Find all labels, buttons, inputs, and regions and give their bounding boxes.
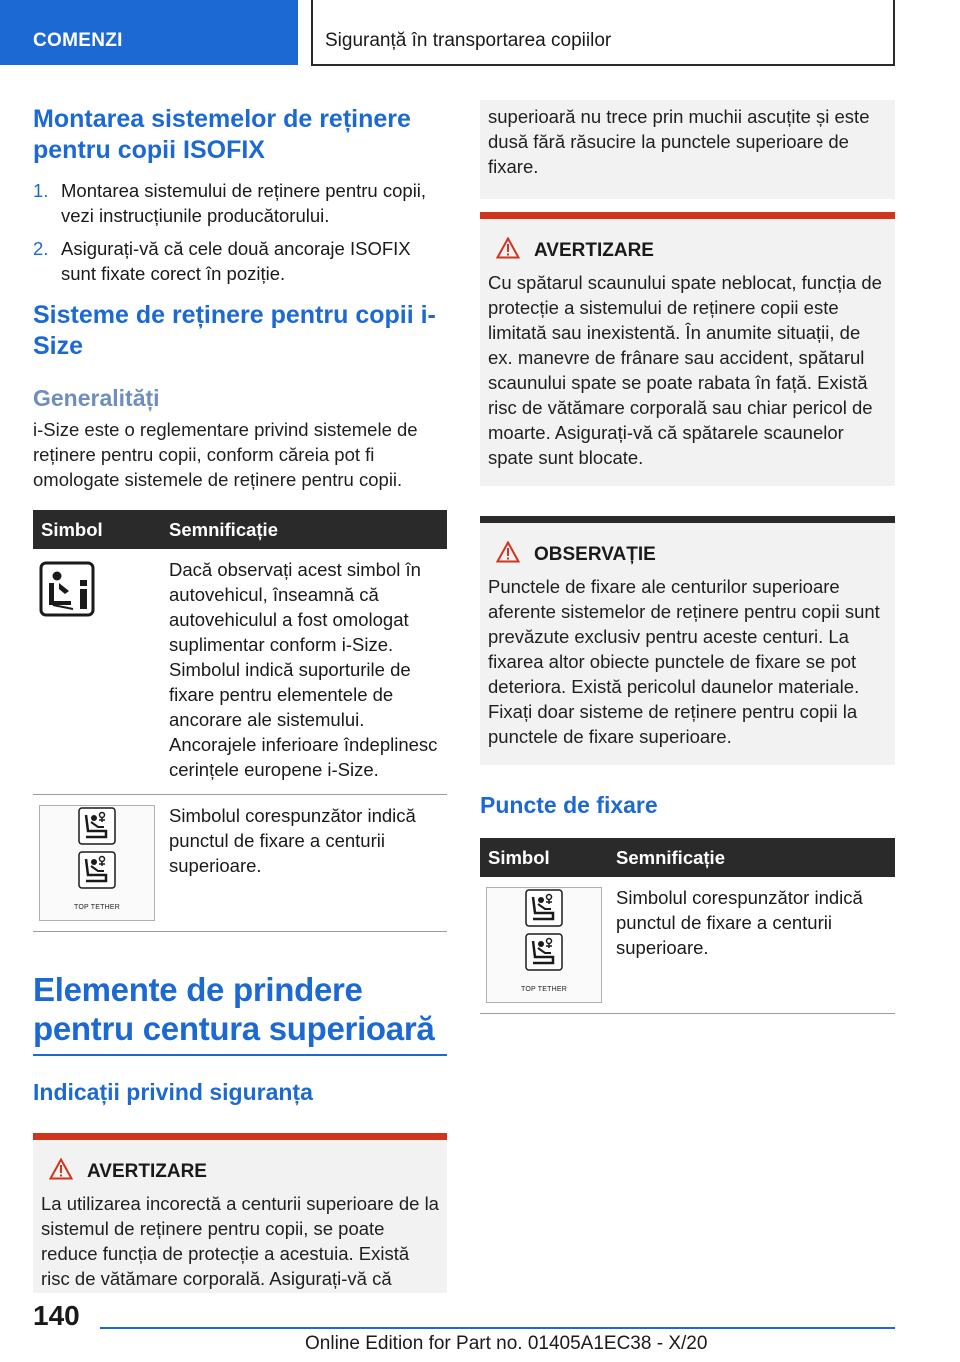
warning-text: Cu spătarul scaunului spate neblocat, funcția de protecție a sistemului de reținere copii este limitată sau inexistentă. În anumite situații, de ex. manevre de frânare sau accident, spătarul scaunului spate se poate rabata în față. Există risc de vătămare corporală sau chiar pericol de moarte. Asigurați-vă că spătarele scaunelor spate sunt blocate.: [488, 272, 882, 468]
table-row: [33, 549, 447, 795]
table-cell-meaning: Simbolul corespunzător indică punctul de fixare a centurii superioare.: [608, 877, 895, 1014]
warning-text: La utilizarea incorectă a centurii superioare de la sistemul de reținere pentru copii, se poate reduce funcția de protecție a acestuia. Există risc de vătămare corporală. Asigurați-vă că: [41, 1193, 439, 1289]
table-cell-meaning: Dacă observați acest simbol în autovehicul, înseamnă că autovehiculul a fost omologat suplimentar conform i-Size. Simbolul indică suporturile de fixare pentru elementele de ancorare ale sistemului. Ancorajele inferioare îndeplinesc cerințele europene i-Size.: [161, 549, 447, 795]
general-text: i-Size este o reglementare privind sistemele de reținere pentru copii, conform căreia pot fi omologate sistemele de reținere pentru copii.: [33, 419, 418, 490]
isize-seat-icon: [39, 561, 95, 623]
chapter-tab[interactable]: [0, 0, 298, 65]
table-cell-meaning: Simbolul corespunzător indică punctul de fixare a centurii superioare.: [161, 795, 447, 932]
chapter-tab-label: COMENZI: [33, 30, 123, 51]
warning-box: [480, 212, 895, 486]
general-heading: Generalități: [33, 385, 160, 411]
warning-box: [33, 1133, 447, 1293]
list-item: 1. Montarea sistemului de reținere pentru copii, vezi instrucțiunile producătorului.: [33, 180, 427, 226]
column-header-symbol: Simbol: [480, 838, 608, 877]
top-tether-caption: TOP TETHER: [521, 985, 567, 993]
edition-note: Online Edition for Part no. 01405A1EC38 - X/20: [305, 1333, 708, 1354]
caution-triangle-icon: [496, 541, 520, 568]
left-column: [33, 100, 447, 1293]
top-tether-caption: TOP TETHER: [74, 903, 120, 911]
isize-symbol-table: [33, 510, 447, 932]
column-header-symbol: Simbol: [33, 510, 161, 549]
tether-symbol-table: [480, 838, 895, 1014]
section-title: Siguranță în transportarea copiilor: [325, 30, 612, 51]
warning-triangle-icon: [49, 1158, 73, 1185]
table-row: [480, 877, 895, 1014]
warning-label: AVERTIZARE: [534, 239, 654, 261]
isize-heading: Sisteme de reținere pentru copii i-Size: [33, 301, 436, 360]
right-column: [480, 100, 895, 1014]
note-label: OBSERVAȚIE: [534, 543, 656, 565]
note-box: [480, 516, 895, 765]
page-number: 140: [33, 1300, 80, 1331]
isofix-heading: Montarea sistemelor de reținere pentru copii ISOFIX: [33, 105, 411, 164]
table-row: [33, 795, 447, 932]
list-item: 2. Asigurați-vă că cele două ancoraje ISOFIX sunt fixate corect în poziție.: [33, 238, 411, 284]
tether-heading: Elemente de prindere pentru centura superioară: [33, 971, 435, 1047]
warning-continued-text: superioară nu trece prin muchii ascuțite și este dusă fără răsucire la punctele superioare de fixare.: [488, 106, 870, 177]
top-tether-icon: [486, 887, 602, 1003]
top-tether-icon: [39, 805, 155, 921]
header-divider-right: [893, 0, 895, 66]
column-header-meaning: Semnificație: [608, 838, 895, 877]
header-divider-left: [311, 0, 313, 66]
warning-box-continued: [480, 100, 895, 199]
heading-rule: [33, 1054, 447, 1056]
points-heading: Puncte de fixare: [480, 792, 658, 818]
header-underline: [311, 64, 895, 66]
note-text: Punctele de fixare ale centurilor superioare aferente sistemelor de reținere pentru copii sunt prevăzute exclusiv pentru aceste centuri. La fixarea altor obiecte punctele de fixare se pot deteriora. Există pericolul daunelor materiale. Fixați doar sisteme de reținere pentru copii la punctele de fixare superioare.: [488, 576, 880, 747]
warning-label: AVERTIZARE: [87, 1160, 207, 1182]
warning-triangle-icon: [496, 237, 520, 264]
column-header-meaning: Semnificație: [161, 510, 447, 549]
safety-heading: Indicații privind siguranța: [33, 1079, 313, 1105]
footer-rule: [100, 1327, 895, 1329]
isofix-steps: [33, 178, 447, 286]
